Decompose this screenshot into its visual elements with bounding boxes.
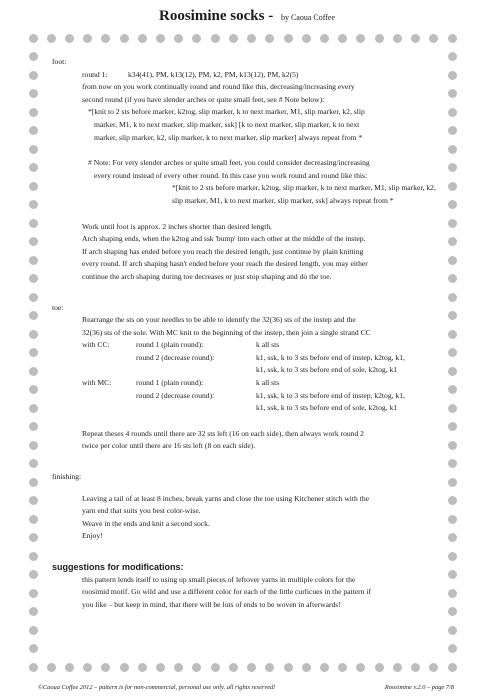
foot-work-until: Work until foot is approx. 2 inches shorter than desired length. <box>82 221 273 231</box>
toe-cc-round2-cont <box>52 364 438 377</box>
foot-round1 <box>52 69 438 82</box>
border-dot <box>29 459 38 468</box>
border-dot <box>448 330 457 339</box>
border-dot <box>29 533 38 542</box>
toe-intro-line: 32(36) sts of the sole. With MC knit to the beginning of the instep, then join a single strand CC <box>82 327 371 337</box>
border-dot <box>138 663 147 672</box>
border-dot <box>29 34 38 43</box>
border-dot <box>375 34 384 43</box>
border-dot <box>338 663 347 672</box>
finishing-line: Leaving a tail of at least 8 inches, break yarns and close the toe using Kitchener stitch with the <box>82 493 369 503</box>
foot-pattern-line: *[knit to 2 sts before marker, k2tog, slip marker, k to next marker, M1, slip marker, k2, slip <box>88 107 365 117</box>
border-dot <box>29 552 38 561</box>
border-dot <box>229 663 238 672</box>
border-dot <box>448 274 457 283</box>
border-dot <box>448 478 457 487</box>
suggestions-line: this pattern lends itself to using up small pieces of leftover yarns in multiple colors for the <box>82 574 356 584</box>
border-dot <box>29 126 38 135</box>
toe-cc-round2-line: k1, ssk, k to 3 sts before end of sole, k2tog, k1 <box>256 365 398 375</box>
border-dot <box>29 644 38 653</box>
border-dot <box>120 663 129 672</box>
section-heading-suggestions: suggestions for modifications: <box>52 562 184 572</box>
border-dot <box>29 422 38 431</box>
border-dot <box>448 367 457 376</box>
border-dot <box>265 663 274 672</box>
border-dot <box>284 663 293 672</box>
border-dot <box>192 663 201 672</box>
border-dot <box>29 385 38 394</box>
toe-mc-round2-label: round 2 (decrease round): <box>136 390 215 400</box>
foot-arch-line: Arch shaping ends, when the k2tog and ssk 'bump' into each other at the middle of the instep. <box>82 234 366 244</box>
border-dot <box>448 52 457 61</box>
border-dot <box>338 34 347 43</box>
toe-cc-round2-line: k1, ssk, k to 3 sts before end of instep, k2tog, k1, <box>256 352 405 362</box>
toe-intro-line: Rearrange the sts on your needles to be able to identify the 32(36) sts of the instep and the <box>82 315 356 325</box>
border-dot <box>156 663 165 672</box>
section-heading-finishing: finishing: <box>52 472 82 482</box>
border-dot <box>320 663 329 672</box>
border-dot <box>29 219 38 228</box>
border-dot <box>302 663 311 672</box>
border-dot <box>29 570 38 579</box>
border-dot <box>211 663 220 672</box>
foot-arch-line: If arch shaping has ended before you reach the desired length, just continue by plain knitting <box>82 246 364 256</box>
border-dot <box>411 34 420 43</box>
border-dot <box>448 552 457 561</box>
border-dot <box>29 478 38 487</box>
toe-repeat-line: twice per color until there are 16 sts left (8 on each side). <box>82 441 256 451</box>
foot-pattern-line: marker, M1, k to next marker, slip marker, ssk] [k to next marker, slip marker, k to next <box>94 119 360 129</box>
toe-cc-round2-label: round 2 (decrease round): <box>136 352 215 362</box>
border-dot <box>320 34 329 43</box>
toe-cc-round1-label: round 1 (plain round): <box>136 340 204 350</box>
toe-cc-round2 <box>52 352 438 365</box>
border-dot <box>448 496 457 505</box>
border-dot <box>29 348 38 357</box>
border-dot <box>448 515 457 524</box>
border-dot <box>29 52 38 61</box>
border-dot <box>29 237 38 246</box>
border-dot <box>83 34 92 43</box>
foot-arch-line: every round. If arch shaping hasn't ended before your reach the desired length, you may either <box>82 259 368 269</box>
border-dot <box>448 200 457 209</box>
foot-note-line: # Note: For very slender arches or quite small feet, you could consider decreasing/increasing <box>88 158 370 168</box>
finishing-weave: Weave in the ends and knit a second sock. <box>82 518 210 528</box>
border-dot <box>29 663 38 672</box>
border-dot <box>29 330 38 339</box>
border-dot <box>29 200 38 209</box>
border-dot <box>429 34 438 43</box>
border-dot <box>448 256 457 265</box>
title-text: Roosimine socks <box>159 8 265 24</box>
border-dot <box>448 219 457 228</box>
border-dot <box>65 663 74 672</box>
border-dot <box>393 34 402 43</box>
border-dot <box>47 34 56 43</box>
border-dot <box>448 422 457 431</box>
border-dot <box>29 441 38 450</box>
suggestions-line: roosimid motif. Go wild and use a different color for each of the little curlicues in the pattern if <box>82 587 371 597</box>
border-dot <box>192 34 201 43</box>
border-dot <box>29 589 38 598</box>
border-dot <box>448 145 457 154</box>
border-dot <box>29 515 38 524</box>
toe-repeat-line: Repeat theses 4 rounds until there are 32 sts left (16 on each side), then always work round 2 <box>82 428 364 438</box>
border-dot <box>448 126 457 135</box>
toe-mc-round2-line: k1, ssk, k to 3 sts before end of instep, k2tog, k1, <box>256 390 405 400</box>
foot-intro-line: second round (if you have slender arches or quite small feet, see # Note below): <box>82 94 325 104</box>
byline: by Caoua Coffee <box>280 13 335 22</box>
border-dot <box>448 89 457 98</box>
border-dot <box>448 404 457 413</box>
finishing-line: yarn end that suits you best color-wise. <box>82 506 201 516</box>
toe-mc-round2 <box>52 390 438 403</box>
foot-pattern-line: marker, slip marker, k2, slip marker, k to next marker, slip marker] always repeat from * <box>94 132 363 142</box>
border-dot <box>448 663 457 672</box>
border-dot <box>29 311 38 320</box>
border-dot <box>29 404 38 413</box>
foot-note-line: every round instead of every other round. In this case you work round and round like this: <box>94 170 368 180</box>
border-dot <box>448 108 457 117</box>
border-dot <box>448 348 457 357</box>
border-dot <box>29 496 38 505</box>
border-dot <box>247 663 256 672</box>
border-dot <box>448 71 457 80</box>
border-dot <box>29 607 38 616</box>
border-dot <box>211 34 220 43</box>
border-dot <box>448 570 457 579</box>
finishing-enjoy: Enjoy! <box>82 531 103 541</box>
border-dot <box>29 145 38 154</box>
toe-mc-label: with MC: <box>82 378 112 388</box>
border-dot <box>29 163 38 172</box>
foot-arch-line: continue the arch shaping during toe decreases or just stop shaping and do the toe. <box>82 271 332 281</box>
toe-mc-round2-line: k1, ssk, k to 3 sts before end of sole, k2tog, k1 <box>256 403 398 413</box>
toe-mc-round2-cont <box>52 402 438 415</box>
footer-page-number: Roosimine v.2.0 – page 7/8 <box>384 684 454 691</box>
toe-mc-round1-label: round 1 (plain round): <box>136 378 204 388</box>
border-dot <box>156 34 165 43</box>
foot-round1-label: round 1: <box>82 69 108 79</box>
border-dot <box>29 182 38 191</box>
border-dot <box>83 663 92 672</box>
border-dot <box>448 311 457 320</box>
border-dot <box>448 459 457 468</box>
border-dot <box>448 237 457 246</box>
section-heading-foot: foot: <box>52 57 67 66</box>
border-dot <box>29 293 38 302</box>
foot-note-pattern-line: slip marker, M1, k to next marker, slip marker, ssk] always repeat from * <box>172 195 394 205</box>
border-dot <box>229 34 238 43</box>
border-dot <box>101 34 110 43</box>
border-dot <box>448 182 457 191</box>
foot-round1-text: k34(41), PM, k13(12), PM, k2, PM, k13(12), PM, k2(5) <box>128 69 299 79</box>
page-title <box>0 8 494 25</box>
border-dot <box>448 385 457 394</box>
border-dot <box>448 626 457 635</box>
toe-cc-round1 <box>52 339 438 352</box>
border-dot <box>448 644 457 653</box>
footer-copyright: ©Caoua Coffee 2012 – pattern is for non-commercial, personal use only. all rights reserved! <box>38 684 276 691</box>
border-dot <box>448 533 457 542</box>
border-dot <box>29 256 38 265</box>
border-dot <box>284 34 293 43</box>
border-dot <box>29 274 38 283</box>
border-dot <box>448 607 457 616</box>
border-dot <box>356 34 365 43</box>
border-dot <box>448 163 457 172</box>
border-dot <box>29 89 38 98</box>
toe-mc-round1-text: k all sts <box>256 378 280 388</box>
border-dot <box>138 34 147 43</box>
border-dot <box>29 626 38 635</box>
border-dot <box>411 663 420 672</box>
border-dot <box>65 34 74 43</box>
border-dot <box>448 441 457 450</box>
foot-intro-line: from now on you work continually round and round like this, decreasing/increasing every <box>82 82 355 92</box>
toe-cc-label: with CC: <box>82 340 110 350</box>
suggestions-line: you like – but keep in mind, that there will be lots of ends to be woven in afterwards! <box>82 599 341 609</box>
section-heading-toe: toe: <box>52 302 64 312</box>
border-dot <box>174 34 183 43</box>
border-dot <box>29 71 38 80</box>
border-dot <box>120 34 129 43</box>
border-dot <box>302 34 311 43</box>
border-dot <box>393 663 402 672</box>
border-dot <box>356 663 365 672</box>
border-dot <box>29 367 38 376</box>
border-dot <box>375 663 384 672</box>
toe-cc-round1-text: k all sts <box>256 340 280 350</box>
border-dot <box>265 34 274 43</box>
border-dot <box>448 293 457 302</box>
border-dot <box>448 34 457 43</box>
border-dot <box>429 663 438 672</box>
border-dot <box>174 663 183 672</box>
pattern-content <box>52 56 438 611</box>
border-dot <box>47 663 56 672</box>
border-dot <box>101 663 110 672</box>
foot-note-pattern-line: *[knit to 2 sts before marker, k2tog, slip marker, k to next marker, M1, slip marker, k2, <box>172 183 436 193</box>
toe-mc-round1 <box>52 377 438 390</box>
title-separator: - <box>268 8 274 24</box>
border-dot <box>448 589 457 598</box>
border-dot <box>247 34 256 43</box>
page-footer <box>38 684 454 691</box>
border-dot <box>29 108 38 117</box>
